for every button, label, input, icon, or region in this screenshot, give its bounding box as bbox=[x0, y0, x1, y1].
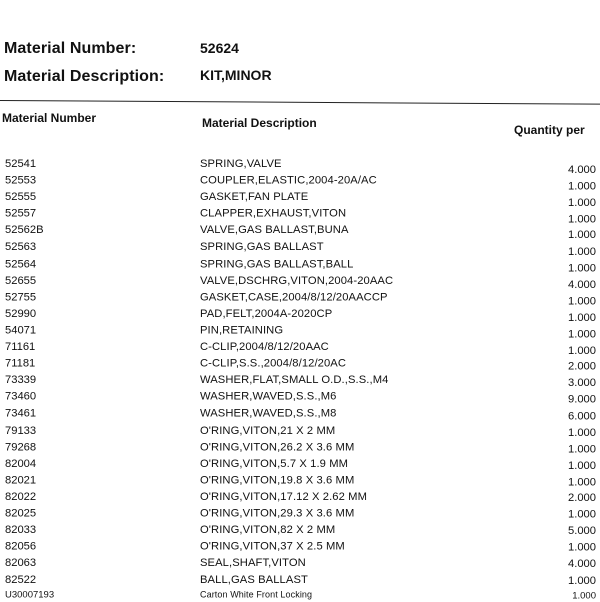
table-row bbox=[0, 389, 600, 405]
column-header-description: Material Description bbox=[202, 116, 317, 130]
table-row bbox=[0, 223, 600, 242]
table-row bbox=[0, 289, 600, 308]
material-number-cell: 52555 bbox=[5, 191, 37, 204]
table-row bbox=[0, 273, 600, 289]
material-number-cell: 82033 bbox=[5, 524, 37, 537]
table-row bbox=[0, 322, 600, 341]
table-row bbox=[0, 356, 600, 372]
material-number-cell: 82063 bbox=[5, 557, 37, 570]
material-description-cell: GASKET,FAN PLATE bbox=[200, 191, 309, 204]
material-number-cell: 52990 bbox=[5, 307, 37, 320]
material-number-cell: 82025 bbox=[5, 507, 37, 520]
quantity-cell: 9.000 bbox=[568, 393, 596, 406]
material-number-cell: 73461 bbox=[5, 407, 37, 420]
material-description-cell: VALVE,DSCHRG,VITON,2004-20AAC bbox=[200, 274, 394, 287]
material-description-cell: PIN,RETAINING bbox=[200, 324, 284, 337]
quantity-cell: 5.000 bbox=[568, 525, 596, 538]
material-description-cell: O'RING,VITON,19.8 X 3.6 MM bbox=[200, 474, 355, 487]
material-description-cell: O'RING,VITON,26.2 X 3.6 MM bbox=[200, 440, 355, 453]
quantity-cell: 1.000 bbox=[568, 426, 596, 439]
table-row bbox=[0, 506, 600, 522]
table-row bbox=[0, 422, 600, 438]
quantity-cell: 1.000 bbox=[568, 229, 596, 242]
quantity-cell: 1.000 bbox=[568, 180, 596, 193]
material-number-cell: 54071 bbox=[5, 324, 37, 337]
material-description-cell: PAD,FELT,2004A-2020CP bbox=[200, 307, 333, 320]
material-description-cell: O'RING,VITON,82 X 2 MM bbox=[200, 524, 336, 537]
material-number-value: 52624 bbox=[200, 40, 239, 56]
table-row bbox=[0, 206, 600, 226]
table-row bbox=[0, 522, 600, 538]
quantity-cell: 1.000 bbox=[568, 476, 596, 489]
material-number-cell: 82004 bbox=[5, 457, 37, 470]
material-number-cell: 82056 bbox=[5, 540, 37, 553]
column-header-quantity: Quantity per bbox=[514, 123, 585, 137]
material-description-cell: SPRING,VALVE bbox=[200, 158, 282, 170]
material-description-cell: O'RING,VITON,17.12 X 2.62 MM bbox=[200, 490, 368, 503]
quantity-cell: 1.000 bbox=[568, 541, 596, 554]
table-row bbox=[0, 489, 600, 505]
material-number-cell: 52564 bbox=[5, 257, 37, 270]
quantity-cell: 2.000 bbox=[568, 492, 596, 505]
table-row bbox=[0, 339, 600, 355]
quantity-cell: 1.000 bbox=[568, 443, 596, 456]
table-row bbox=[0, 539, 600, 555]
material-description-cell: COUPLER,ELASTIC,2004-20A/AC bbox=[200, 174, 377, 187]
material-number-cell: 82022 bbox=[5, 490, 37, 503]
material-number-cell: 52655 bbox=[5, 274, 37, 287]
material-description-label: Material Description: bbox=[4, 68, 165, 85]
material-description-cell: WASHER,FLAT,SMALL O.D.,S.S.,M4 bbox=[200, 374, 389, 387]
table-row bbox=[0, 555, 600, 571]
material-description-cell: SPRING,GAS BALLAST bbox=[200, 241, 324, 254]
column-header-number: Material Number bbox=[2, 111, 97, 125]
material-description-value: KIT,MINOR bbox=[200, 67, 272, 83]
material-number-cell: 52557 bbox=[5, 207, 37, 220]
material-number-cell: 73339 bbox=[5, 374, 37, 387]
material-description-cell: Carton White Front Locking bbox=[200, 589, 313, 600]
material-number-cell: U30007193 bbox=[5, 589, 55, 601]
material-number-cell: 82021 bbox=[5, 474, 37, 487]
table-row bbox=[0, 439, 600, 455]
header-rule bbox=[0, 100, 600, 105]
quantity-cell: 2.000 bbox=[568, 361, 596, 374]
quantity-cell: 1.000 bbox=[568, 196, 596, 209]
material-description-cell: O'RING,VITON,37 X 2.5 MM bbox=[200, 540, 345, 553]
material-description-cell: O'RING,VITON,5.7 X 1.9 MM bbox=[200, 457, 349, 470]
material-number-cell: 79133 bbox=[5, 424, 37, 437]
material-description-cell: CLAPPER,EXHAUST,VITON bbox=[200, 207, 347, 220]
quantity-cell: 1.000 bbox=[568, 295, 596, 308]
material-description-cell: WASHER,WAVED,S.S.,M8 bbox=[200, 407, 337, 420]
quantity-cell: 3.000 bbox=[568, 377, 596, 390]
table-row bbox=[0, 456, 600, 472]
material-number-cell: 52562B bbox=[5, 224, 44, 237]
quantity-cell: 1.000 bbox=[568, 311, 596, 324]
material-number-cell: 52553 bbox=[5, 174, 37, 187]
table-body bbox=[0, 156, 600, 602]
quantity-cell: 1.000 bbox=[568, 508, 596, 521]
material-description-cell: C-CLIP,S.S.,2004/8/12/20AC bbox=[200, 357, 347, 370]
quantity-cell: 1.000 bbox=[572, 590, 596, 602]
quantity-cell: 1.000 bbox=[568, 574, 596, 587]
material-description-cell: O'RING,VITON,29.3 X 3.6 MM bbox=[200, 507, 355, 520]
table-row bbox=[0, 406, 600, 422]
material-description-cell: C-CLIP,2004/8/12/20AAC bbox=[200, 341, 329, 354]
quantity-cell: 1.000 bbox=[568, 262, 596, 275]
quantity-cell: 1.000 bbox=[568, 459, 596, 472]
quantity-cell: 1.000 bbox=[568, 344, 596, 357]
material-number-cell: 73460 bbox=[5, 391, 37, 404]
material-number-cell: 52755 bbox=[5, 291, 37, 304]
material-description-cell: SPRING,GAS BALLAST,BALL bbox=[200, 257, 354, 270]
material-description-cell: WASHER,WAVED,S.S.,M6 bbox=[200, 391, 337, 404]
material-number-cell: 82522 bbox=[5, 574, 37, 587]
table-row bbox=[0, 256, 600, 275]
table-row bbox=[0, 156, 600, 176]
material-number-cell: 71161 bbox=[5, 341, 36, 354]
material-description-cell: VALVE,GAS BALLAST,BUNA bbox=[200, 224, 349, 237]
quantity-cell: 4.000 bbox=[568, 558, 596, 571]
material-description-cell: O'RING,VITON,21 X 2 MM bbox=[200, 424, 336, 437]
table-row bbox=[0, 372, 600, 388]
quantity-cell: 6.000 bbox=[568, 410, 596, 423]
table-row bbox=[0, 173, 600, 193]
material-number-label: Material Number: bbox=[4, 40, 137, 57]
material-description-cell: GASKET,CASE,2004/8/12/20AACCP bbox=[200, 291, 388, 304]
quantity-cell: 4.000 bbox=[568, 278, 596, 291]
quantity-cell: 1.000 bbox=[568, 246, 596, 259]
material-number-cell: 79268 bbox=[5, 440, 37, 453]
material-number-cell: 52541 bbox=[5, 158, 37, 170]
table-row bbox=[0, 472, 600, 488]
table-row bbox=[0, 189, 600, 209]
table-row bbox=[0, 239, 600, 259]
material-description-cell: BALL,GAS BALLAST bbox=[200, 574, 308, 587]
table-row bbox=[0, 306, 600, 322]
material-number-cell: 71181 bbox=[5, 357, 36, 370]
quantity-cell: 1.000 bbox=[568, 328, 596, 341]
quantity-cell: 4.000 bbox=[568, 164, 596, 176]
material-description-cell: SEAL,SHAFT,VITON bbox=[200, 557, 306, 570]
quantity-cell: 1.000 bbox=[568, 213, 596, 226]
table-row bbox=[0, 572, 600, 588]
material-number-cell: 52563 bbox=[5, 241, 37, 254]
